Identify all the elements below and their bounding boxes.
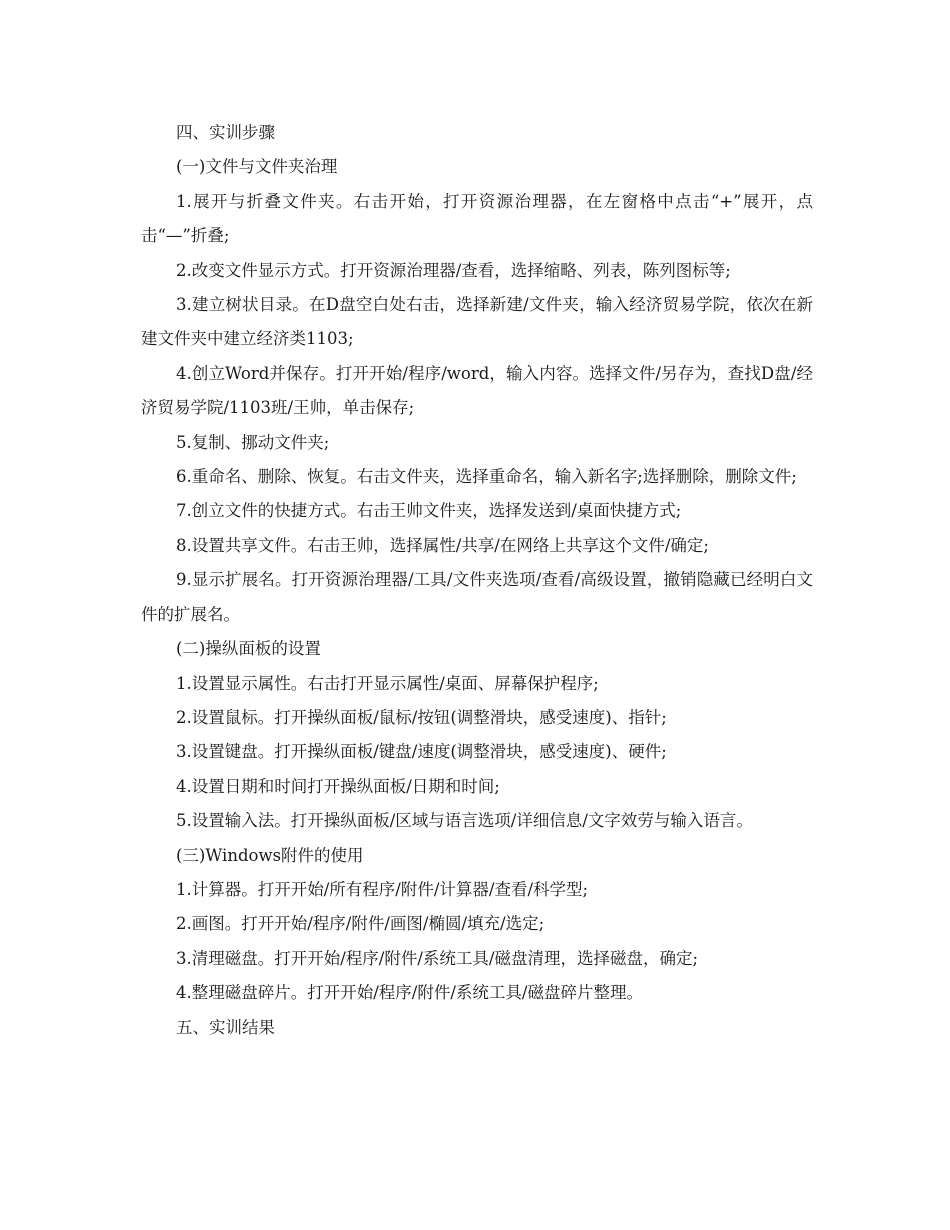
subsection-heading-windows-accessories: (三)Windows附件的使用 bbox=[176, 845, 364, 865]
step-paragraph: 2.设置鼠标。打开操纵面板/鼠标/按钮(调整滑块，感受速度)、指针; bbox=[176, 707, 667, 727]
step-paragraph: 4.设置日期和时间打开操纵面板/日期和时间; bbox=[176, 776, 500, 796]
step-paragraph: 1.展开与折叠文件夹。右击开始，打开资源治理器，在左窗格中点击“+”展开，点击“—”折叠; bbox=[141, 191, 813, 246]
subsection-heading-file-management: (一)文件与文件夹治理 bbox=[176, 157, 338, 177]
step-paragraph: 7.创立文件的快捷方式。右击王帅文件夹，选择发送到/桌面快捷方式; bbox=[176, 501, 682, 521]
step-paragraph: 9.显示扩展名。打开资源治理器/工具/文件夹选项/查看/高级设置，撤销隐藏已经明白文件的扩展名。 bbox=[141, 570, 813, 624]
step-paragraph: 2.画图。打开开始/程序/附件/画图/椭圆/填充/选定; bbox=[176, 914, 545, 934]
document-body bbox=[141, 116, 813, 1045]
step-paragraph: 1.计算器。打开开始/所有程序/附件/计算器/查看/科学型; bbox=[176, 879, 589, 899]
step-paragraph: 3.建立树状目录。在D盘空白处右击，选择新建/文件夹，输入经济贸易学院，依次在新建文件夹中建立经济类1103; bbox=[141, 295, 813, 349]
step-paragraph: 1.设置显示属性。右击打开显示属性/桌面、屏幕保护程序; bbox=[176, 673, 599, 693]
step-paragraph: 2.改变文件显示方式。打开资源治理器/查看，选择缩略、列表，陈列图标等; bbox=[176, 260, 731, 280]
step-paragraph: 5.设置输入法。打开操纵面板/区域与语言选项/详细信息/文字效劳与输入语言。 bbox=[176, 811, 753, 831]
step-paragraph: 4.创立Word并保存。打开开始/程序/word，输入内容。选择文件/另存为，查找D盘/经济贸易学院/1103班/王帅，单击保存; bbox=[141, 363, 813, 418]
step-paragraph: 4.整理磁盘碎片。打开开始/程序/附件/系统工具/磁盘碎片整理。 bbox=[176, 983, 643, 1003]
section-heading-results: 五、实训结果 bbox=[176, 1017, 275, 1037]
step-paragraph: 3.设置键盘。打开操纵面板/键盘/速度(调整滑块，感受速度)、硬件; bbox=[176, 742, 667, 762]
step-paragraph: 8.设置共享文件。右击王帅，选择属性/共享/在网络上共享这个文件/确定; bbox=[176, 535, 709, 555]
step-paragraph: 3.清理磁盘。打开开始/程序/附件/系统工具/磁盘清理，选择磁盘，确定; bbox=[176, 948, 699, 968]
section-heading-steps: 四、实训步骤 bbox=[176, 123, 275, 142]
step-paragraph: 5.复制、挪动文件夹; bbox=[176, 432, 330, 452]
step-paragraph: 6.重命名、删除、恢复。右击文件夹，选择重命名，输入新名字;选择删除，删除文件; bbox=[176, 467, 797, 487]
subsection-heading-control-panel: (二)操纵面板的设置 bbox=[176, 639, 321, 659]
